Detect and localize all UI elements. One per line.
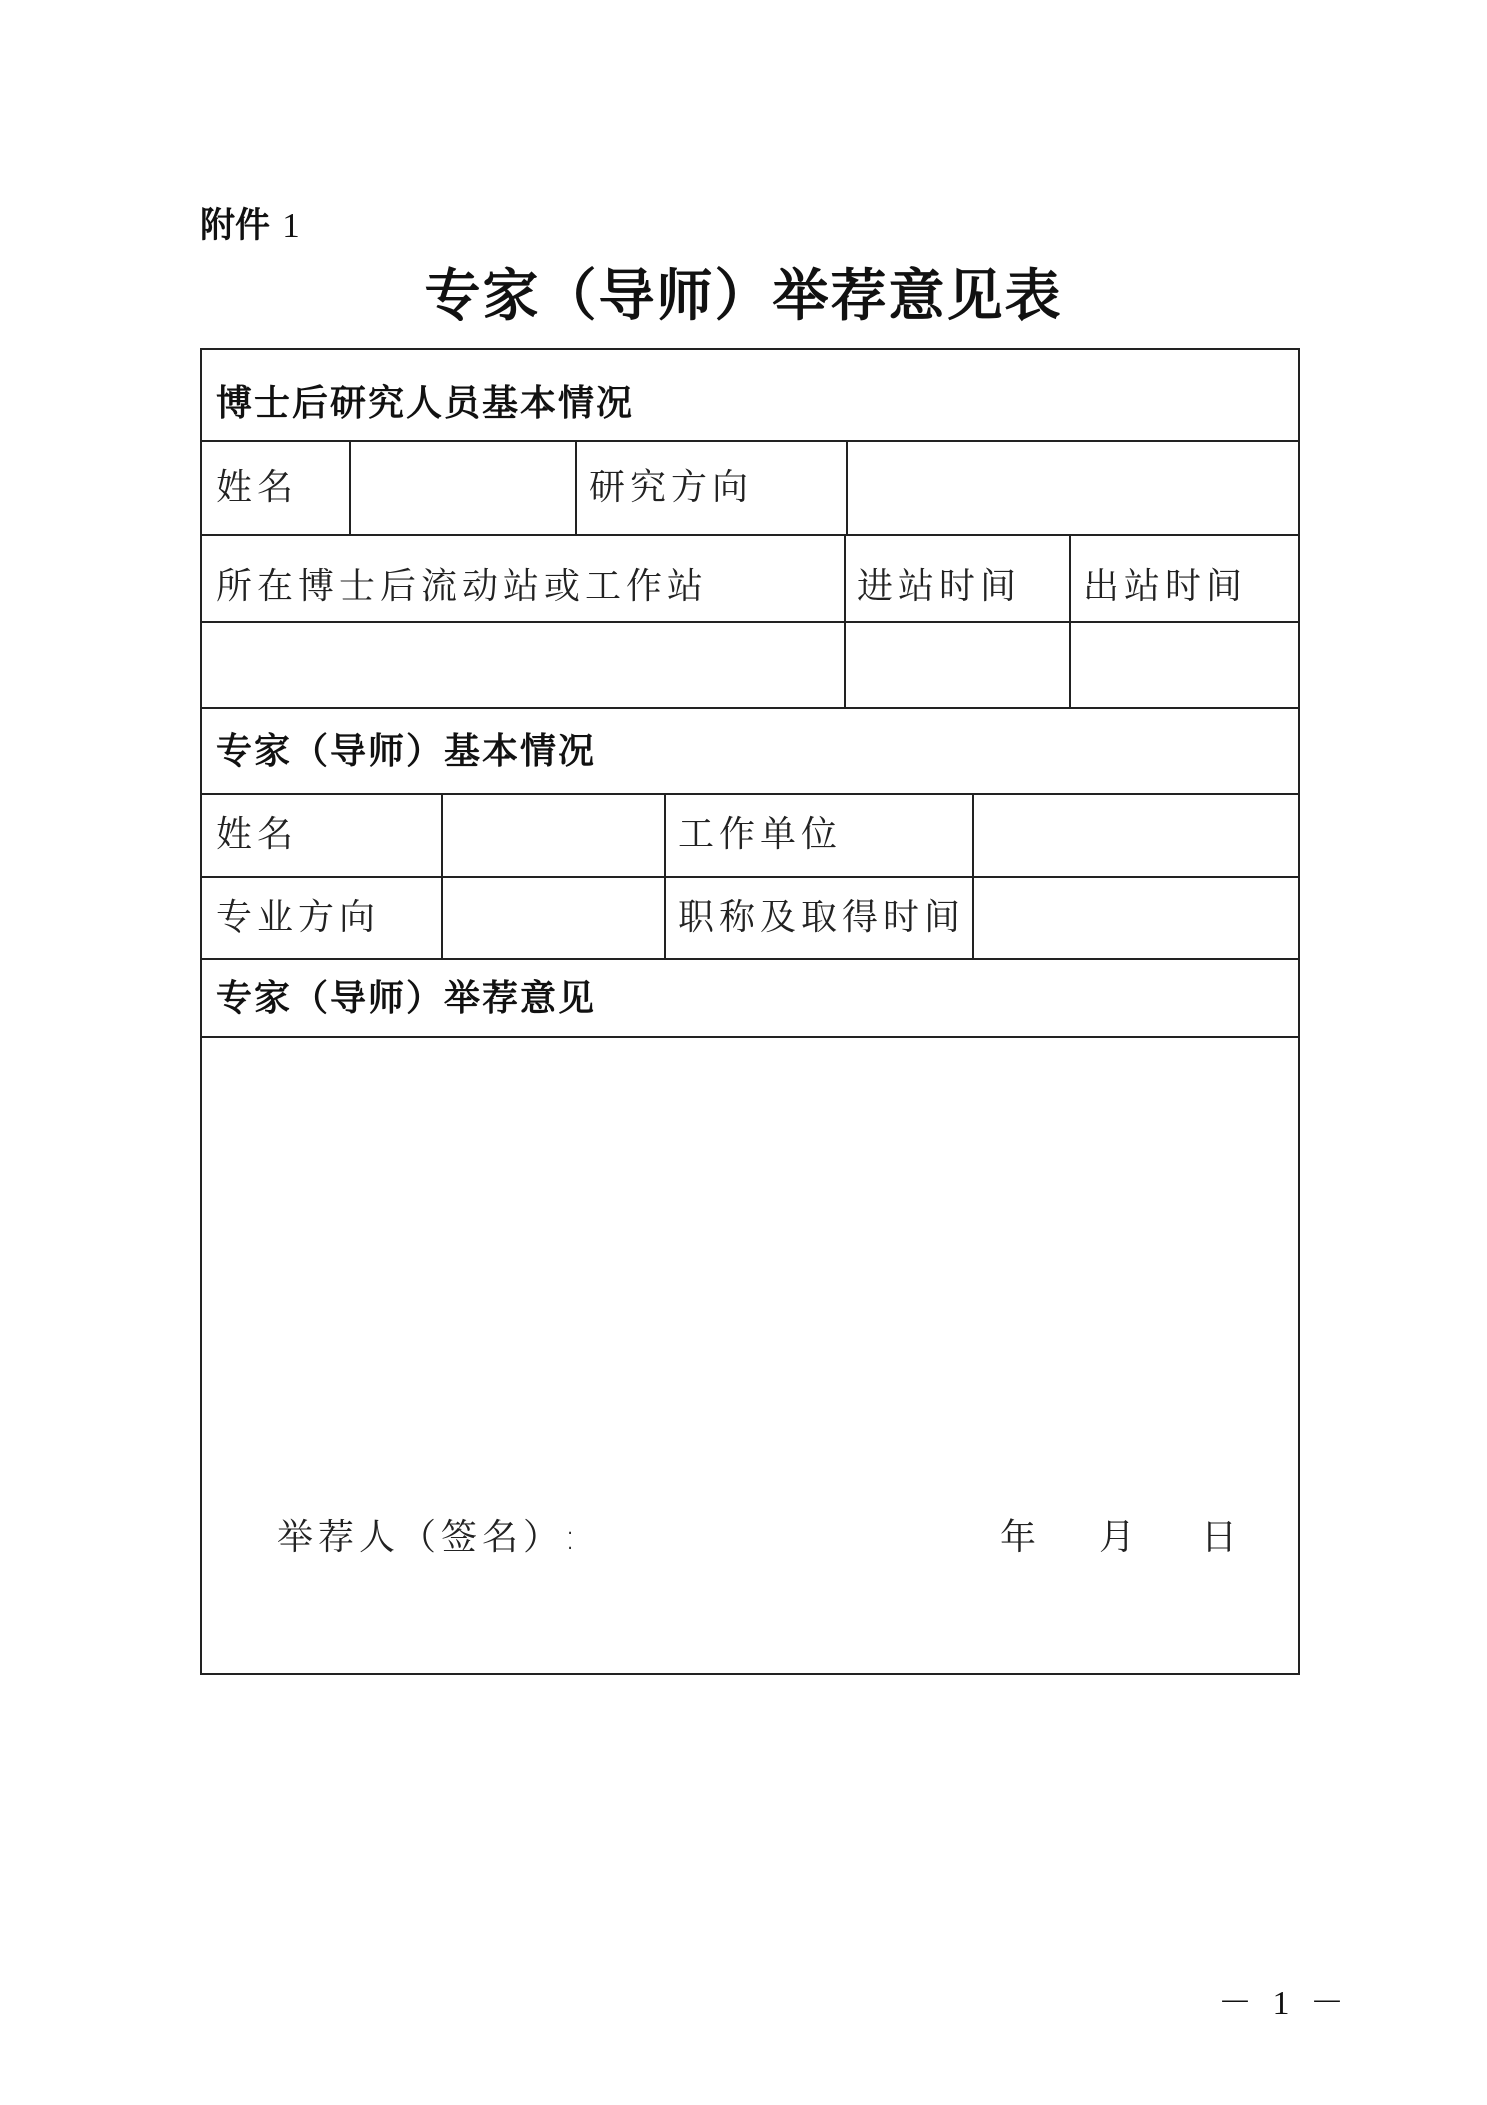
professional-title-label: 职称及取得时间	[678, 897, 966, 938]
exit-time-label: 出站时间	[1083, 566, 1248, 607]
station-label: 所在博士后流动站或工作站	[216, 566, 709, 607]
attachment-number: 1	[282, 206, 300, 245]
section-heading-opinion: 专家（导师）举荐意见	[216, 978, 597, 1019]
row-divider	[202, 1036, 1298, 1038]
year-label: 年	[1000, 1517, 1042, 1558]
month-label: 月	[1099, 1517, 1141, 1558]
row-divider	[202, 958, 1298, 960]
section-heading-postdoc: 博士后研究人员基本情况	[216, 383, 635, 424]
row-divider	[202, 621, 1298, 623]
form-title: 专家（导师）举荐意见表	[424, 264, 1063, 329]
signer-label: 举荐人（签名）:	[277, 1517, 582, 1558]
column-divider	[441, 793, 443, 958]
row-divider	[202, 876, 1298, 878]
column-divider	[349, 440, 351, 534]
section-heading-expert: 专家（导师）基本情况	[216, 731, 597, 772]
column-divider	[844, 534, 846, 707]
postdoc-name-label: 姓名	[216, 467, 299, 508]
day-label: 日	[1201, 1517, 1243, 1558]
employer-label: 工作单位	[678, 814, 843, 855]
row-divider	[202, 440, 1298, 442]
attachment-prefix: 附件	[200, 206, 271, 246]
expert-name-label: 姓名	[216, 814, 299, 855]
row-divider	[202, 707, 1298, 709]
attachment-label	[200, 202, 300, 250]
research-direction-label: 研究方向	[589, 467, 754, 508]
column-divider	[972, 793, 974, 958]
row-divider	[202, 793, 1298, 795]
row-divider	[202, 534, 1298, 536]
page-number: － 1 －	[1218, 1985, 1350, 2022]
column-divider	[664, 793, 666, 958]
column-divider	[575, 440, 577, 534]
specialty-label: 专业方向	[216, 897, 381, 938]
column-divider	[846, 440, 848, 534]
recommendation-form	[200, 348, 1300, 1675]
column-divider	[1069, 534, 1071, 707]
entry-time-label: 进站时间	[857, 566, 1022, 607]
